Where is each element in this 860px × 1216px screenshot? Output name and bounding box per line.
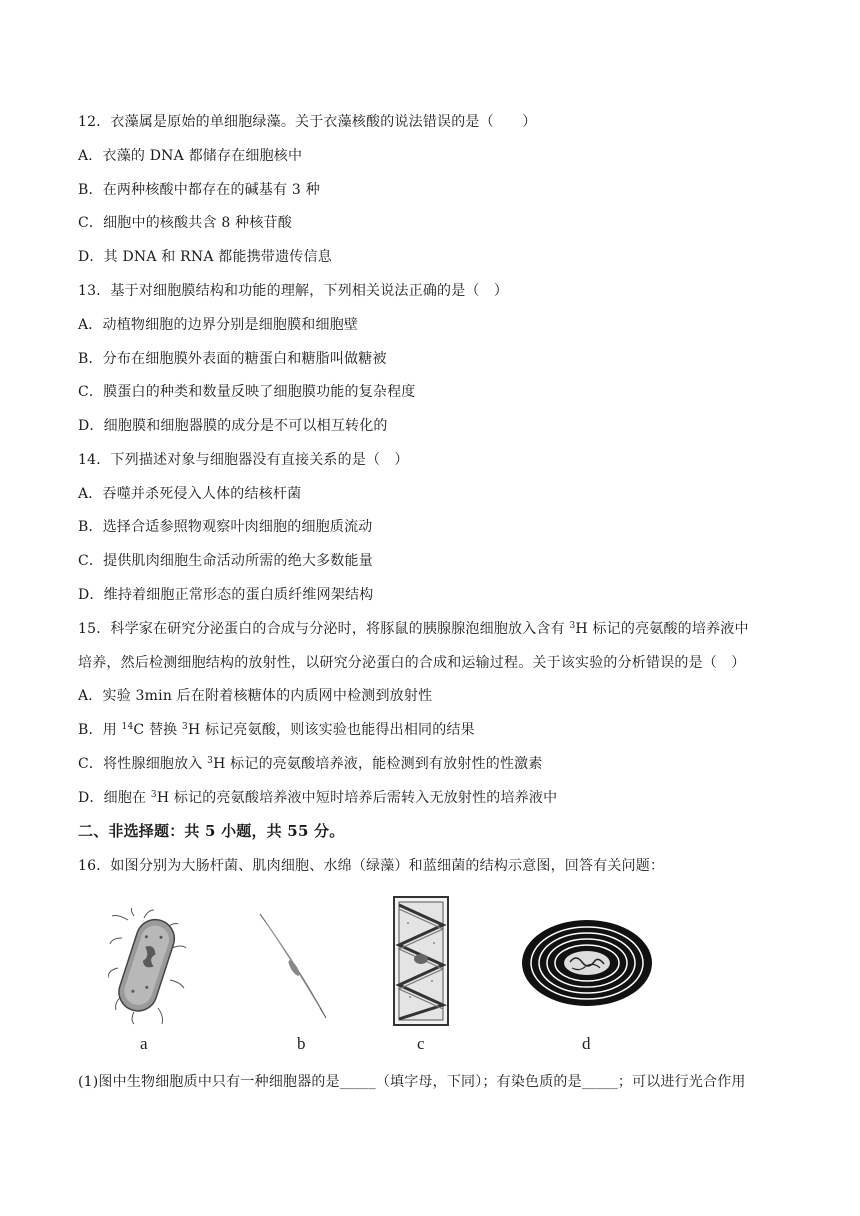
q14-option-d: D．维持着细胞正常形态的蛋白质纤维网架结构 bbox=[78, 587, 374, 603]
q12-stem: 12．衣藻属是原始的单细胞绿藻。关于衣藻核酸的说法错误的是（ ） bbox=[78, 114, 537, 130]
bacterium-illustration bbox=[108, 908, 198, 1026]
q15-option-d: D．细胞在 $^3$H 标记的亮氨酸培养液中短时培养后需转入无放射性的培养液中 bbox=[78, 790, 558, 806]
q13-option-b: B．分布在细胞膜外表面的糖蛋白和糖脂叫做糖被 bbox=[78, 351, 387, 367]
section-heading: 二、非选择题：共 5 小题，共 55 分。 bbox=[78, 822, 345, 840]
figure-label-c: c bbox=[417, 1034, 425, 1053]
q16-subquestion-1: (1)图中生物细胞质中只有一种细胞器的是_____（填字母，下同）；有染色质的是_____；可以进行光合作用 bbox=[78, 1074, 746, 1090]
q13-option-d: D．细胞膜和细胞器膜的成分是不可以相互转化的 bbox=[78, 418, 388, 434]
figure-label-a: a bbox=[140, 1034, 148, 1053]
q15-stem-line1: 15．科学家在研究分泌蛋白的合成与分泌时，将豚鼠的胰腺腺泡细胞放入含有 $^3$H 标记的亮氨酸的培养液中 bbox=[78, 621, 749, 637]
q15-option-a: A．实验 3min 后在附着核糖体的内质网中检测到放射性 bbox=[78, 688, 433, 704]
q14-option-b: B．选择合适参照物观察叶肉细胞的细胞质流动 bbox=[78, 519, 373, 535]
q14-option-a: A．吞噬并杀死侵入人体的结核杆菌 bbox=[78, 486, 302, 502]
muscle-cell-illustration bbox=[256, 910, 330, 1022]
q12-option-a: A．衣藻的 DNA 都储存在细胞核中 bbox=[78, 148, 303, 164]
q15-option-b: B．用 $^{14}$C 替换 $^3$H 标记亮氨酸，则该实验也能得出相同的结果 bbox=[78, 722, 475, 738]
q14-option-c: C．提供肌肉细胞生命活动所需的绝大多数能量 bbox=[78, 553, 373, 569]
figure-label-d: d bbox=[582, 1034, 591, 1053]
q15-option-c: C．将性腺细胞放入 $^3$H 标记的亮氨酸培养液，能检测到有放射性的性激素 bbox=[78, 756, 543, 772]
q12-option-c: C．细胞中的核酸共含 8 种核苷酸 bbox=[78, 215, 292, 231]
q15-stem-line2: 培养，然后检测细胞结构的放射性，以研究分泌蛋白的合成和运输过程。关于该实验的分析错误的是（ ） bbox=[78, 655, 746, 671]
q13-stem: 13．基于对细胞膜结构和功能的理解，下列相关说法正确的是（ ） bbox=[78, 283, 509, 299]
q12-option-d: D．其 DNA 和 RNA 都能携带遗传信息 bbox=[78, 249, 332, 265]
q13-option-c: C．膜蛋白的种类和数量反映了细胞膜功能的复杂程度 bbox=[78, 384, 416, 400]
q12-option-b: B．在两种核酸中都存在的碱基有 3 种 bbox=[78, 182, 320, 198]
q16-stem: 16．如图分别为大肠杆菌、肌肉细胞、水绵（绿藻）和蓝细菌的结构示意图，回答有关问题： bbox=[78, 858, 665, 874]
spirogyra-illustration bbox=[386, 893, 456, 1029]
figure-label-b: b bbox=[297, 1034, 306, 1053]
cyanobacterium-illustration bbox=[520, 918, 654, 1008]
q13-option-a: A．动植物细胞的边界分别是细胞膜和细胞壁 bbox=[78, 317, 359, 333]
q14-stem: 14．下列描述对象与细胞器没有直接关系的是（ ） bbox=[78, 452, 409, 468]
